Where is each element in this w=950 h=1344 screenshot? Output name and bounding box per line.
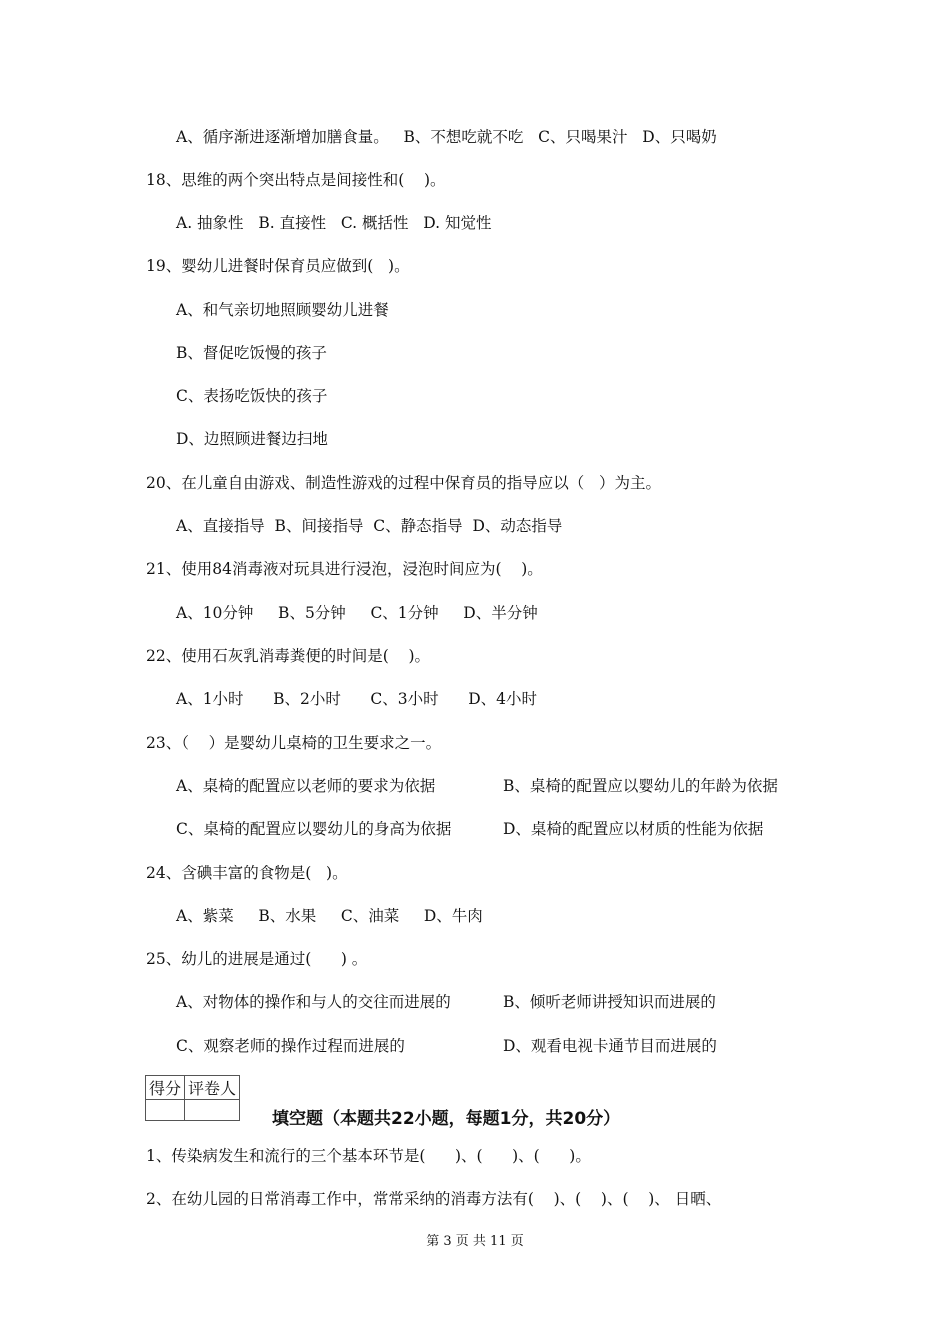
option-25-d: D、观看电视卡通节目而进展的: [503, 1037, 717, 1055]
option-23-c: C、桌椅的配置应以婴幼儿的身高为依据: [176, 820, 452, 838]
grader-cell: [185, 1100, 240, 1121]
option-25-a: A、对物体的操作和与人的交往而进展的: [176, 993, 451, 1011]
option-25-c: C、观察老师的操作过程而进展的: [176, 1037, 405, 1055]
score-cell: [146, 1100, 185, 1121]
grader-header: 评卷人: [185, 1076, 240, 1100]
option-19-c: C、表扬吃饭快的孩子: [176, 387, 328, 405]
fill-question-2: 2、在幼儿园的日常消毒工作中，常常采纳的消毒方法有( )、( )、( )、 日晒、: [146, 1190, 722, 1208]
options-22: A、1小时 B、2小时 C、3小时 D、4小时: [176, 690, 538, 708]
options-18: A. 抽象性 B. 直接性 C. 概括性 D. 知觉性: [176, 214, 492, 232]
question-20: 20、在儿童自由游戏、制造性游戏的过程中保育员的指导应以（ ）为主。: [146, 474, 662, 492]
option-25-b: B、倾听老师讲授知识而进展的: [503, 993, 716, 1011]
question-18: 18、思维的两个突出特点是间接性和( )。: [146, 171, 446, 189]
question-21: 21、使用84消毒液对玩具进行浸泡，浸泡时间应为( )。: [146, 560, 543, 578]
options-24: A、紫菜 B、水果 C、油菜 D、牛肉: [176, 907, 483, 925]
option-19-a: A、和气亲切地照顾婴幼儿进餐: [176, 301, 389, 319]
question-25: 25、幼儿的进展是通过( ) 。: [146, 950, 368, 968]
question-23: 23、（ ）是婴幼儿桌椅的卫生要求之一。: [146, 734, 442, 752]
question-22: 22、使用石灰乳消毒粪便的时间是( )。: [146, 647, 431, 665]
options-21: A、10分钟 B、5分钟 C、1分钟 D、半分钟: [176, 604, 538, 622]
option-23-d: D、桌椅的配置应以材质的性能为依据: [503, 820, 764, 838]
fill-question-1: 1、传染病发生和流行的三个基本环节是( )、( )、( )。: [146, 1147, 591, 1165]
line-options-17: A、循序渐进逐渐增加膳食量。 B、不想吃就不吃 C、只喝果汁 D、只喝奶: [176, 128, 717, 146]
option-23-b: B、桌椅的配置应以婴幼儿的年龄为依据: [503, 777, 778, 795]
option-23-a: A、桌椅的配置应以老师的要求为依据: [176, 777, 436, 795]
page-footer: 第 3 页 共 11 页: [426, 1234, 524, 1249]
option-19-b: B、督促吃饭慢的孩子: [176, 344, 327, 362]
score-header: 得分: [146, 1076, 185, 1100]
question-19: 19、婴幼儿进餐时保育员应做到( )。: [146, 257, 410, 275]
option-19-d: D、边照顾进餐边扫地: [176, 430, 328, 448]
section-title: 填空题（本题共22小题，每题1分，共20分）: [272, 1109, 621, 1129]
score-table: [145, 1075, 240, 1121]
question-24: 24、含碘丰富的食物是( )。: [146, 864, 348, 882]
options-20: A、直接指导 B、间接指导 C、静态指导 D、动态指导: [176, 517, 563, 535]
